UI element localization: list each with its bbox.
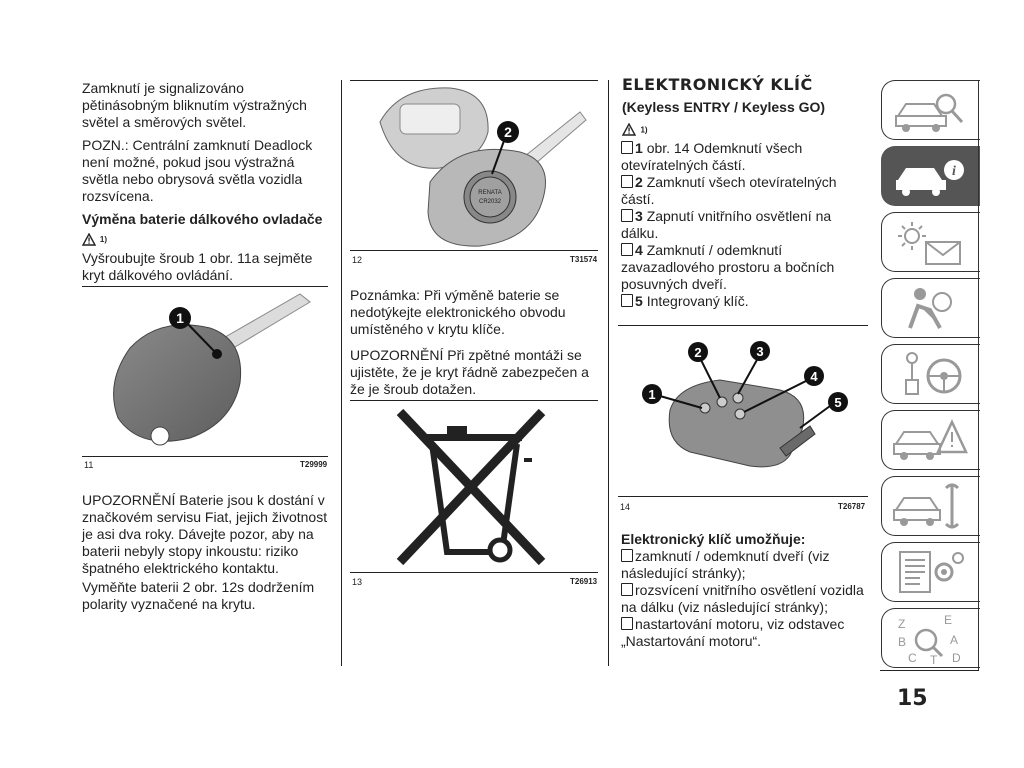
figure-12-key-battery [370,82,590,250]
figure-14-code: T26787 [838,502,866,511]
list-item: 3 Zapnutí vnitřního osvětlení na dálku. [621,208,832,241]
svg-text:A: A [950,633,959,647]
paragraph-battery-warning: UPOZORNĚNÍ Baterie jsou k dostání v značkovém servisu Fiat, jejich životnost je asi dva roky. Dávejte pozor, aby na baterii nebyly stopy inkoustu: riziko špatného elektrického kontaktu. [82,492,328,576]
figure-13-number: 13 [352,577,363,587]
list-item: nastartování motoru, viz odstavec „Nastartování motoru“. [621,616,845,649]
tab-maintenance[interactable] [881,476,980,536]
airbag-person-icon [890,280,970,336]
tab-index[interactable] [881,608,980,668]
svg-text:C: C [908,651,917,665]
figure-14-callout-1: 1 [648,387,656,402]
page-number: 15 [897,686,928,711]
figure-14-callout-5: 5 [834,395,842,410]
key-capabilities [621,531,866,650]
figure-14-callout-2: 2 [694,345,702,360]
tab-warning-lights[interactable] [881,212,980,272]
figure-13-top-rule [350,400,598,401]
paragraph-reassembly-warning: UPOZORNĚNÍ Při zpětné montáži se ujistěte, že je kryt řádně zabezpečen a že je šroub dotažen. [350,347,589,397]
figure-11-callout: 1 [176,310,184,326]
lights-envelope-icon [890,214,970,270]
list-item: 4 Zamknutí / odemknutí zavazadlového prostoru a bočních posuvných dveří. [621,242,835,292]
paragraph-unscrew: Vyšroubujte šroub 1 obr. 11a sejměte kryt dálkového ovládání. [82,250,313,283]
paragraph-deadlock-note: POZN.: Centrální zamknutí Deadlock není možné, pokud jsou výstražná světla nebo obrysová světla vozidla rozsvícena. [82,137,313,204]
paragraph-circuit-note: Poznámka: Při výměně baterie se nedotýkejte elektronického obvodu umístěného v krytu klíče. [350,287,566,337]
svg-text:RENATA: RENATA [478,190,502,196]
figure-13-code: T26913 [570,577,598,586]
warning-ref: 1) [82,230,332,246]
car-warning-icon [890,412,970,468]
warning-triangle-icon [82,233,96,246]
alphabet-index-icon [890,610,970,666]
figure-12-callout: 2 [504,124,512,140]
svg-text:D: D [952,651,961,665]
tab-technical-data[interactable] [881,542,980,602]
checkbox-bullet-icon [621,243,633,256]
svg-text:CR2032: CR2032 [478,199,502,205]
sidebar-divider [978,80,979,670]
figure-12-code: T31574 [570,255,598,264]
car-wrench-icon [890,478,970,534]
column-2-text [350,287,598,404]
tab-emergency[interactable] [881,410,980,470]
warning-ref-2: 1) [622,121,648,137]
car-search-icon [890,82,970,138]
figure-12-bottom-rule [350,250,598,251]
checkbox-bullet-icon [621,294,633,307]
figure-12-number: 12 [352,255,363,265]
warning-triangle-icon [622,123,636,136]
gearstick-steering-icon [890,346,970,402]
paragraph-replace-battery: Vyměňte baterii 2 obr. 12s dodržením polarity vyznačené na krytu. [82,579,315,612]
section-title: ELEKTRONICKÝ KLÍČ [622,75,813,94]
list-gear-icon [890,544,970,600]
checkbox-bullet-icon [621,549,633,562]
checkbox-bullet-icon [621,209,633,222]
list-item: 5 Integrovaný klíč. [621,293,866,310]
column-divider-1 [341,80,342,666]
key-function-list [621,140,866,310]
figure-14-number: 14 [620,502,631,512]
figure-11-key-remote [100,288,320,458]
column-1-lower [82,492,332,619]
checkbox-bullet-icon [621,141,633,154]
figure-13-recycling-bin-icon [392,402,562,572]
column-1 [82,80,332,290]
list-item: zamknutí / odemknutí dveří (viz následující stránky); [621,548,830,581]
checkbox-bullet-icon [621,617,633,630]
paragraph-lock-signal: Zamknutí je signalizováno pětinásobným bliknutím výstražných světel a směrových světel. [82,80,307,130]
battery-heading: Výměna baterie dálkového ovladače [82,211,323,227]
figure-14-callout-3: 3 [756,344,764,359]
svg-text:i: i [952,164,956,179]
figure-13-bottom-rule [350,572,598,573]
figure-14-bottom-rule [618,496,868,497]
figure-11-bottom-rule [82,456,328,457]
figure-11-top-rule [82,286,328,287]
list-item: 2 Zamknutí všech otevíratelných částí. [621,174,837,207]
svg-text:B: B [898,635,907,649]
capabilities-heading: Elektronický klíč umožňuje: [621,531,806,547]
tab-driving[interactable] [881,344,980,404]
car-info-icon [890,148,970,204]
section-subtitle: (Keyless ENTRY / Keyless GO) [622,99,826,115]
svg-text:Z: Z [898,617,906,631]
list-item: 1 obr. 14 Odemknutí všech otevíratelných částí. [621,140,803,173]
figure-14-callout-4: 4 [810,369,818,384]
checkbox-bullet-icon [621,175,633,188]
checkbox-bullet-icon [621,583,633,596]
svg-text:T: T [930,653,938,666]
sidebar-bottom-rule [880,670,979,671]
figure-14-top-rule [618,325,868,326]
tab-knowing-car[interactable] [881,80,980,140]
figure-12-top-rule [350,80,598,81]
list-item: rozsvícení vnitřního osvětlení vozidla na dálku (viz následující stránky); [621,582,864,615]
tab-safety-info[interactable] [881,146,980,206]
figure-11-code: T29999 [300,460,328,469]
svg-text:E: E [944,613,953,627]
figure-14-electronic-key [630,330,860,495]
column-divider-2 [608,80,609,666]
tab-safety[interactable] [881,278,980,338]
figure-11-number: 11 [84,460,94,470]
